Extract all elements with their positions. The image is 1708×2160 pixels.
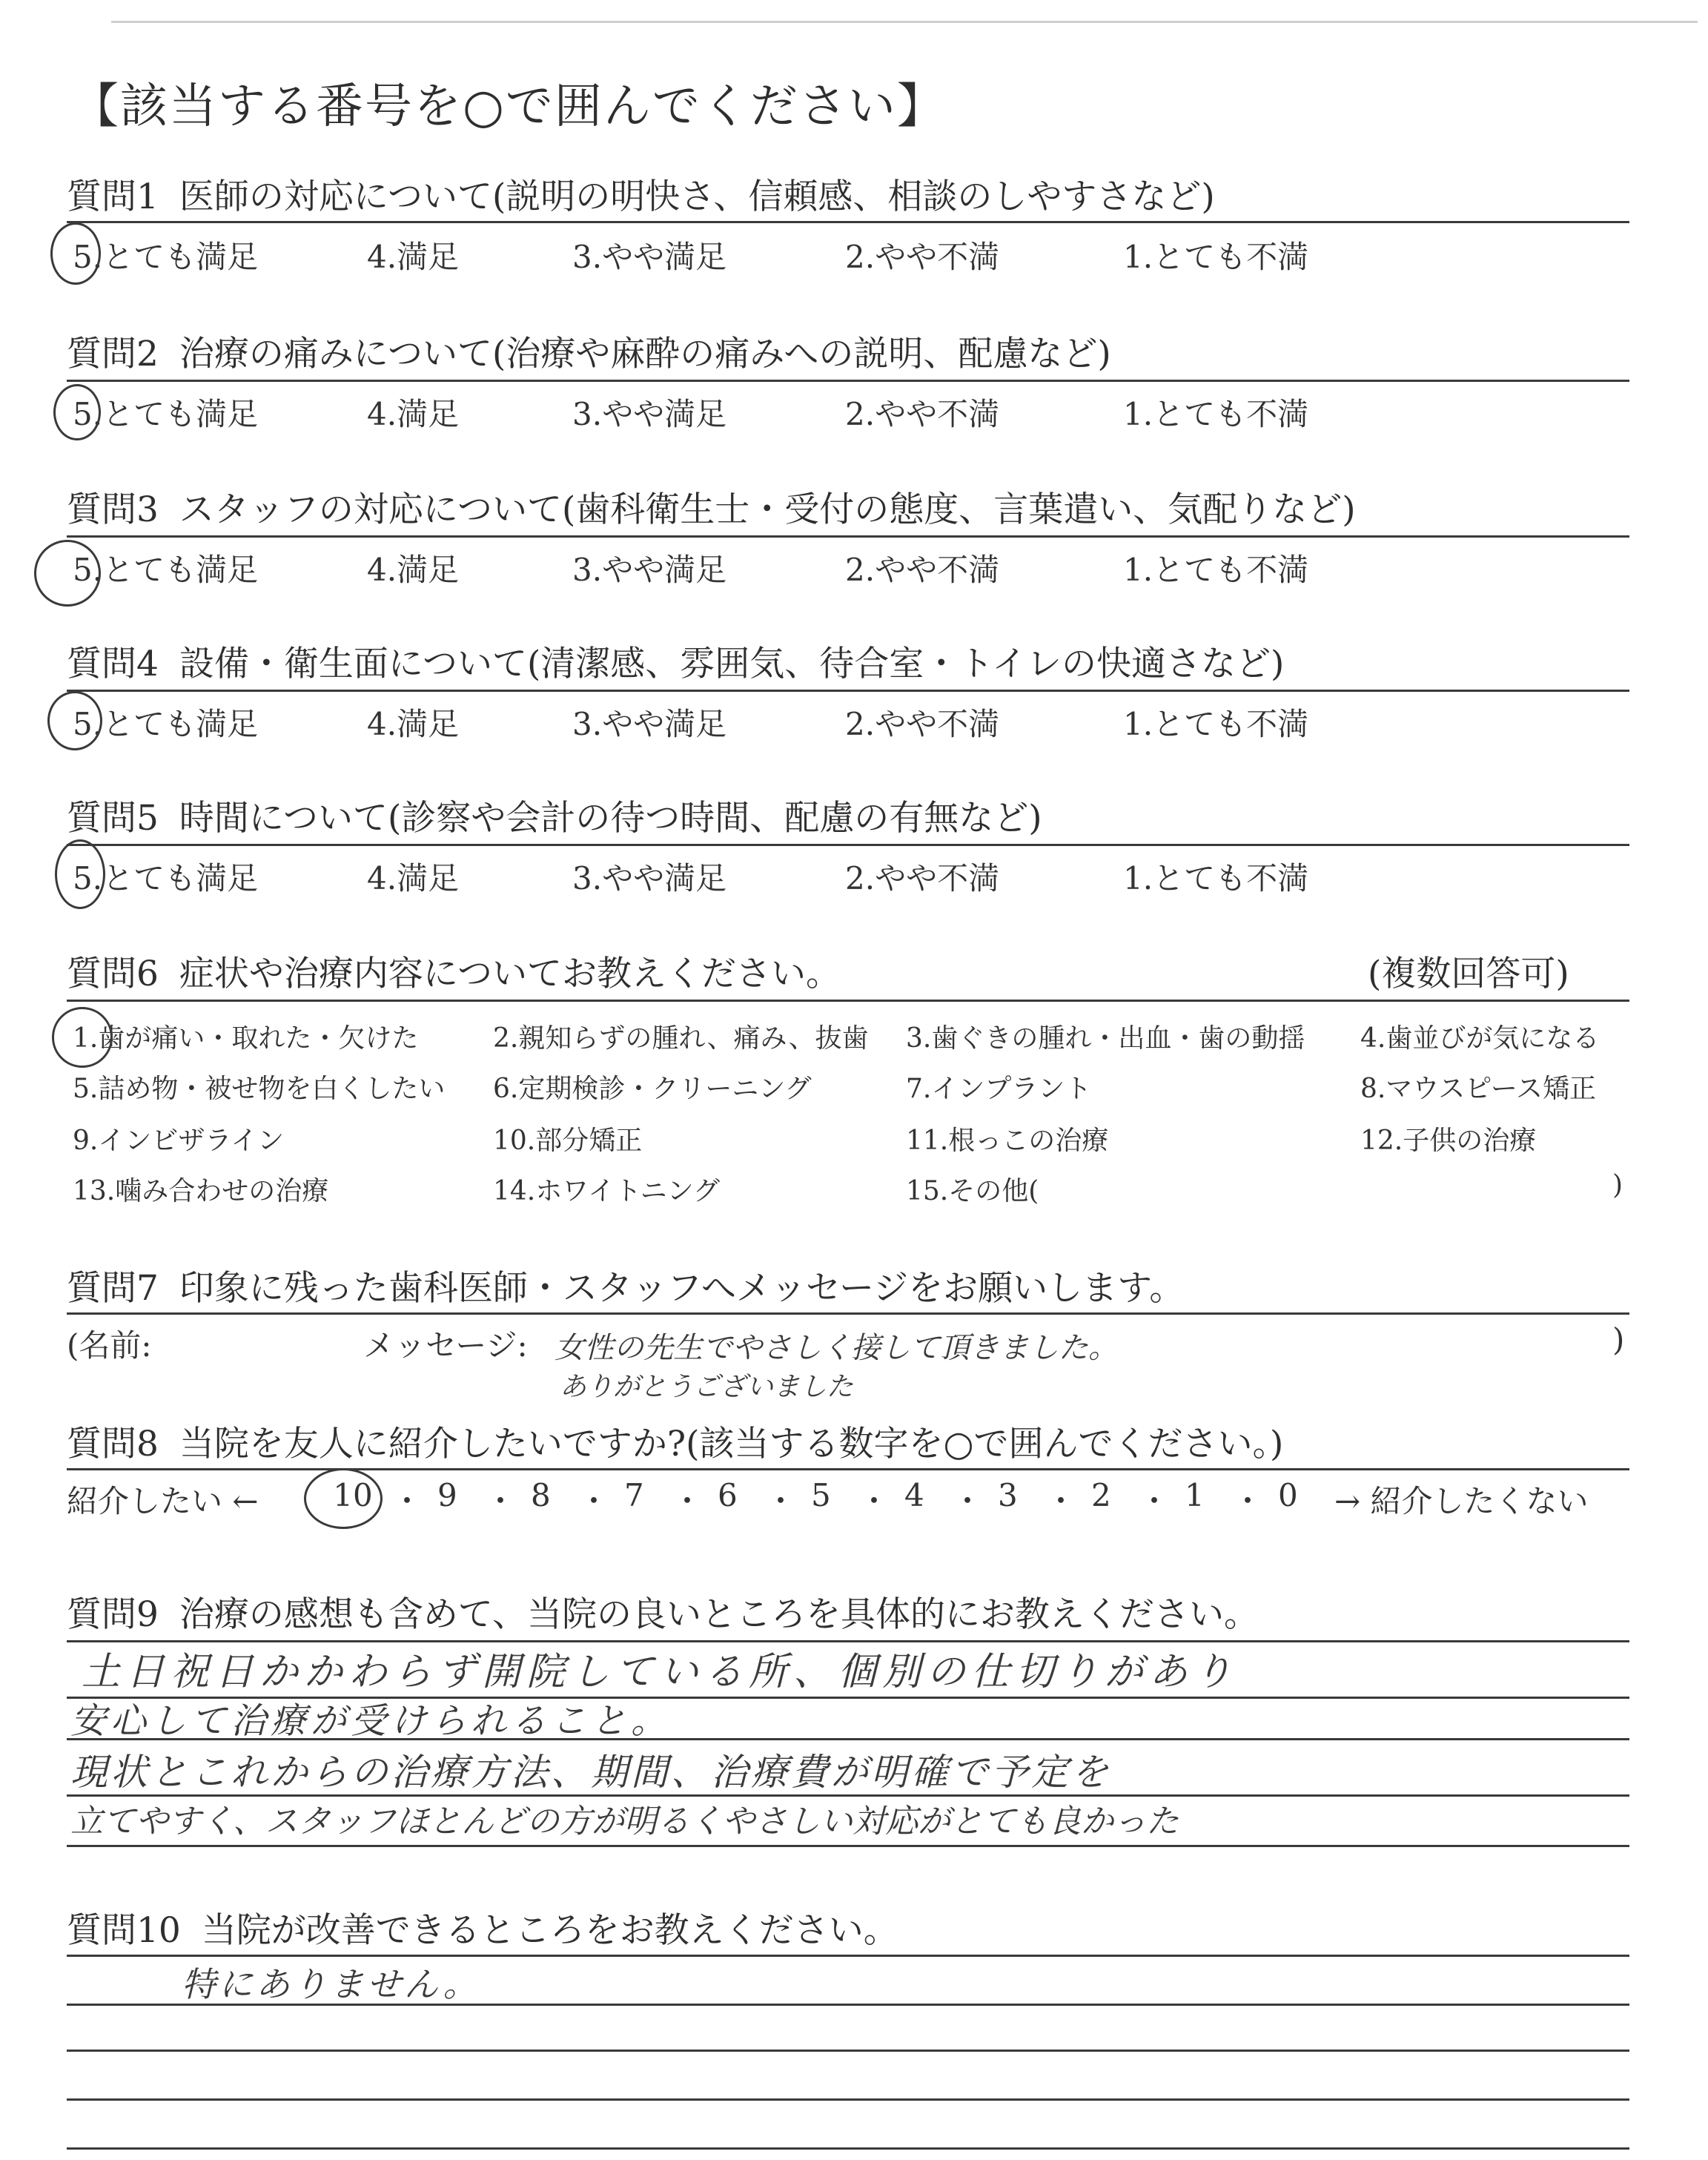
q1-option-4[interactable]: 4.満足 xyxy=(367,239,460,275)
question-3 xyxy=(67,482,1356,532)
question-text: 設備・衛生面について(清潔感、雰囲気、待合室・トイレの快適さなど) xyxy=(179,644,1285,684)
q6-option-6[interactable]: 6.定期検診・クリーニング xyxy=(493,1074,812,1104)
q8-scale-2[interactable]: 2 xyxy=(1091,1477,1111,1513)
q8-scale-6[interactable]: 6 xyxy=(718,1477,738,1513)
divider xyxy=(67,1312,1629,1315)
q3-option-3[interactable]: 3.やや満足 xyxy=(572,552,727,588)
q6-option-4[interactable]: 4.歯並びが気になる xyxy=(1360,1023,1600,1054)
q5-option-1[interactable]: 1.とても不満 xyxy=(1123,860,1309,896)
q5-option-5[interactable]: 5.とても満足 xyxy=(73,860,259,896)
q2-option-2[interactable]: 2.やや不満 xyxy=(845,396,1000,432)
q8-scale-7[interactable]: 7 xyxy=(624,1477,644,1513)
divider xyxy=(67,1000,1629,1002)
q8-scale-dot: ・ xyxy=(765,1483,797,1519)
q6-option-1[interactable]: 1.歯が痛い・取れた・欠けた xyxy=(73,1023,419,1054)
q3-option-4[interactable]: 4.満足 xyxy=(367,552,460,588)
divider xyxy=(67,535,1629,538)
q8-scale-1[interactable]: 1 xyxy=(1185,1477,1205,1513)
q7-handwritten-message-line2: ありがとうございました xyxy=(560,1372,854,1402)
question-8 xyxy=(67,1416,1283,1466)
question-text: スタッフの対応について(歯科衛生士・受付の態度、言葉遣い、気配りなど) xyxy=(179,489,1356,530)
q4-option-3[interactable]: 3.やや満足 xyxy=(572,706,727,742)
q4-option-5[interactable]: 5.とても満足 xyxy=(73,706,259,742)
q5-answer-circle xyxy=(55,839,105,909)
q8-scale-dot: ・ xyxy=(485,1483,517,1519)
q2-option-5[interactable]: 5.とても満足 xyxy=(73,396,259,432)
q3-answer-circle xyxy=(34,540,101,607)
q6-option-15[interactable]: 15.その他( xyxy=(906,1176,1039,1206)
q8-scale-5[interactable]: 5 xyxy=(811,1477,831,1513)
q10-handwritten-answer: 特にありません。 xyxy=(182,1964,480,2004)
question-6 xyxy=(67,946,841,996)
q3-option-2[interactable]: 2.やや不満 xyxy=(845,552,1000,588)
q8-left-label: 紹介したい ← xyxy=(67,1483,259,1519)
q6-option-12[interactable]: 12.子供の治療 xyxy=(1360,1126,1537,1156)
question-text: 当院が改善できるところをお教えください。 xyxy=(201,1910,898,1951)
question-number: 質問8 xyxy=(67,1424,159,1464)
multiple-answers-note: (複数回答可) xyxy=(1368,954,1569,994)
q1-option-2[interactable]: 2.やや不満 xyxy=(845,239,1000,275)
q4-answer-circle xyxy=(47,691,102,750)
q4-option-2[interactable]: 2.やや不満 xyxy=(845,706,1000,742)
q8-scale-dot: ・ xyxy=(578,1483,610,1519)
question-text: 印象に残った歯科医師・スタッフへメッセージをお願いします。 xyxy=(179,1268,1185,1309)
q8-scale-dot: ・ xyxy=(952,1483,984,1519)
q1-option-5[interactable]: 5.とても満足 xyxy=(73,239,259,275)
divider xyxy=(67,1468,1629,1470)
writing-line xyxy=(67,1955,1629,1957)
question-text: 治療の感想も含めて、当院の良いところを具体的にお教えください。 xyxy=(179,1594,1259,1635)
q8-scale-3[interactable]: 3 xyxy=(998,1477,1018,1513)
q7-name-label: (名前: xyxy=(67,1327,152,1364)
question-text: 症状や治療内容についてお教えください。 xyxy=(179,954,841,994)
q1-option-3[interactable]: 3.やや満足 xyxy=(572,239,727,275)
q6-option-13[interactable]: 13.噛み合わせの治療 xyxy=(73,1176,329,1206)
question-10 xyxy=(67,1903,898,1952)
q2-answer-circle xyxy=(53,384,101,440)
q5-option-4[interactable]: 4.満足 xyxy=(367,860,460,896)
question-9 xyxy=(67,1587,1259,1636)
q2-option-1[interactable]: 1.とても不満 xyxy=(1123,396,1309,432)
divider xyxy=(67,221,1629,223)
question-text: 医師の対応について(説明の明快さ、信頼感、相談のしやすさなど) xyxy=(179,176,1215,217)
divider xyxy=(67,380,1629,382)
q8-scale-10[interactable]: 10 xyxy=(333,1477,373,1513)
q7-handwritten-message-line1: 女性の先生でやさしく接して頂きました。 xyxy=(555,1331,1118,1365)
q6-option-3[interactable]: 3.歯ぐきの腫れ・出血・歯の動揺 xyxy=(906,1023,1305,1054)
question-number: 質問7 xyxy=(67,1268,159,1309)
q8-scale-dot: ・ xyxy=(391,1483,423,1519)
question-text: 治療の痛みについて(治療や麻酔の痛みへの説明、配慮など) xyxy=(179,334,1111,374)
question-4 xyxy=(67,636,1284,686)
question-text: 当院を友人に紹介したいですか?(該当する数字を○で囲んでください。) xyxy=(179,1424,1284,1464)
q4-option-4[interactable]: 4.満足 xyxy=(367,706,460,742)
q8-scale-4[interactable]: 4 xyxy=(904,1477,924,1513)
q6-option-8[interactable]: 8.マウスピース矯正 xyxy=(1360,1074,1597,1104)
q1-answer-circle xyxy=(50,222,101,285)
q6-option-10[interactable]: 10.部分矯正 xyxy=(493,1126,643,1156)
question-number: 質問1 xyxy=(67,176,159,217)
q3-option-1[interactable]: 1.とても不満 xyxy=(1123,552,1309,588)
q8-scale-9[interactable]: 9 xyxy=(437,1477,457,1513)
q6-answer-circle xyxy=(52,1007,113,1068)
question-number: 質問5 xyxy=(67,798,159,839)
q5-option-2[interactable]: 2.やや不満 xyxy=(845,860,1000,896)
question-number: 質問10 xyxy=(67,1910,181,1951)
q8-scale-dot: ・ xyxy=(672,1483,704,1519)
q8-scale-dot: ・ xyxy=(1139,1483,1171,1519)
q8-scale-dot: ・ xyxy=(1045,1483,1077,1519)
q8-scale-8[interactable]: 8 xyxy=(531,1477,551,1513)
question-7 xyxy=(67,1261,1184,1310)
writing-line xyxy=(67,2147,1629,2150)
writing-line xyxy=(67,2004,1629,2006)
question-number: 質問2 xyxy=(67,334,159,374)
q6-option-7[interactable]: 7.インプラント xyxy=(906,1074,1092,1104)
q6-option-9[interactable]: 9.インビザライン xyxy=(73,1126,285,1156)
question-number: 質問3 xyxy=(67,489,159,530)
question-5 xyxy=(67,790,1042,840)
question-text: 時間について(診察や会計の待つ時間、配慮の有無など) xyxy=(179,798,1042,839)
q6-other-close-paren: ) xyxy=(1612,1170,1623,1200)
divider xyxy=(67,844,1629,846)
q8-right-label: → 紹介したくない xyxy=(1334,1483,1589,1519)
q8-answer-circle xyxy=(304,1468,383,1529)
q4-option-1[interactable]: 1.とても不満 xyxy=(1123,706,1309,742)
writing-line xyxy=(67,1845,1629,1847)
q6-option-5[interactable]: 5.詰め物・被せ物を白くしたい xyxy=(73,1074,446,1104)
q2-option-3[interactable]: 3.やや満足 xyxy=(572,396,727,432)
question-2 xyxy=(67,326,1111,376)
question-number: 質問4 xyxy=(67,644,159,684)
q1-option-1[interactable]: 1.とても不満 xyxy=(1123,239,1309,275)
q8-scale-dot: ・ xyxy=(1232,1483,1264,1519)
q6-option-11[interactable]: 11.根っこの治療 xyxy=(906,1126,1109,1156)
q5-option-3[interactable]: 3.やや満足 xyxy=(572,860,727,896)
divider xyxy=(67,690,1629,692)
writing-line xyxy=(67,2098,1629,2101)
question-1 xyxy=(67,169,1215,219)
q9-handwritten-line3: 現状とこれからの治療方法、期間、治療費が明確で予定を xyxy=(70,1751,1111,1794)
writing-line xyxy=(67,1738,1629,1740)
q9-handwritten-line1: 土日祝日かかわらず開院している所、個別の仕切りがあり xyxy=(82,1650,1239,1694)
writing-line xyxy=(67,2050,1629,2052)
q3-option-5[interactable]: 5.とても満足 xyxy=(73,552,259,588)
question-number: 質問9 xyxy=(67,1594,159,1635)
q7-message-label: メッセージ: xyxy=(363,1327,528,1364)
form-title: 【該当する番号を○で囲んでください】 xyxy=(71,79,946,134)
q6-option-2[interactable]: 2.親知らずの腫れ、痛み、抜歯 xyxy=(493,1023,869,1054)
q7-close-paren: ) xyxy=(1612,1321,1625,1358)
q8-scale-dot: ・ xyxy=(858,1483,890,1519)
question-number: 質問6 xyxy=(67,954,159,994)
q2-option-4[interactable]: 4.満足 xyxy=(367,396,460,432)
q6-option-14[interactable]: 14.ホワイトニング xyxy=(493,1176,721,1206)
q9-handwritten-line4: 立てやすく、スタッフほとんどの方が明るくやさしい対応がとても良かった xyxy=(70,1803,1179,1840)
q8-scale-0[interactable]: 0 xyxy=(1278,1477,1298,1513)
q9-handwritten-line2: 安心して治療が受けられること。 xyxy=(70,1700,672,1742)
scan-top-edge xyxy=(111,21,1698,23)
